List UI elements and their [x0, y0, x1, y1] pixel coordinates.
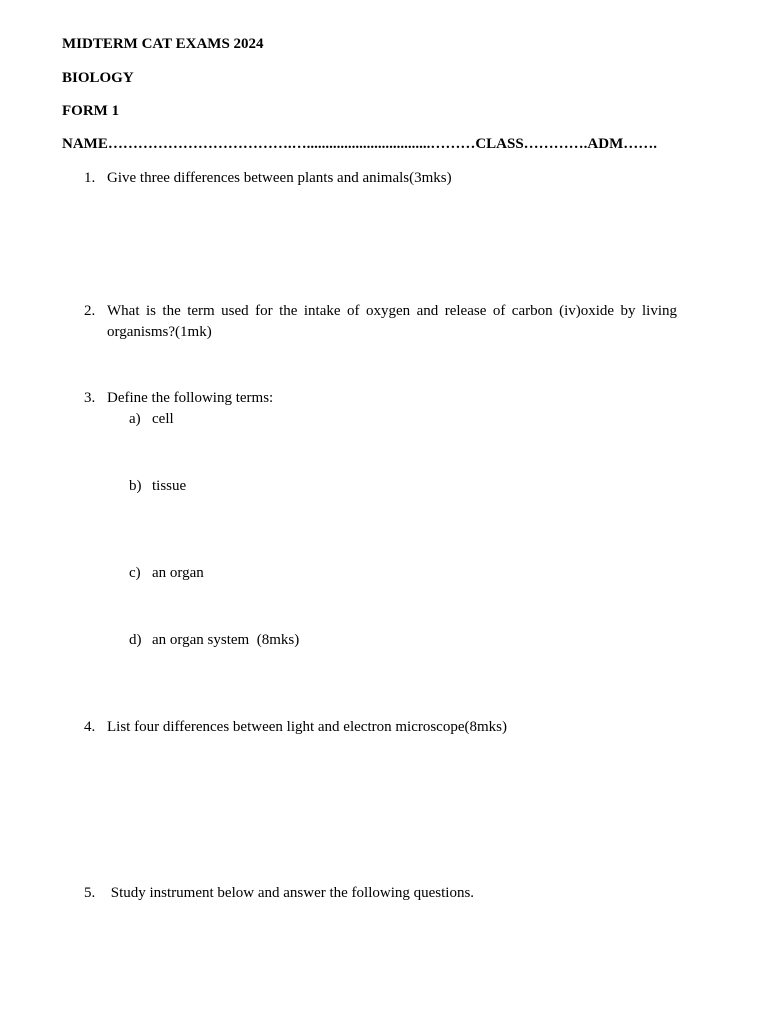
question-text: Give three differences between plants and animals(3mks) — [107, 170, 452, 186]
sub-question-text: cell — [152, 411, 174, 427]
question-text: Study instrument below and answer the following questions. — [107, 885, 475, 901]
question-text: Define the following terms: — [107, 390, 274, 406]
student-details-line: NAME……………………………….….................................………CLASS………….ADM……. — [62, 136, 658, 152]
sub-question-c — [129, 563, 204, 584]
question-3 — [84, 388, 677, 409]
question-5 — [84, 883, 677, 904]
question-number: 1. — [84, 170, 96, 186]
exam-title: MIDTERM CAT EXAMS 2024 — [62, 36, 264, 52]
sub-question-label: b) — [129, 478, 142, 494]
subject-heading: BIOLOGY — [62, 70, 134, 86]
sub-question-text: tissue — [152, 478, 187, 494]
question-text: List four differences between light and electron microscope(8mks) — [107, 719, 507, 735]
question-1 — [84, 168, 677, 189]
sub-question-a — [129, 409, 174, 430]
sub-question-b — [129, 476, 186, 497]
question-number: 3. — [84, 390, 96, 406]
question-number: 2. — [84, 303, 96, 319]
question-number: 4. — [84, 719, 96, 735]
sub-question-label: a) — [129, 411, 141, 427]
question-2 — [84, 301, 677, 343]
form-heading: FORM 1 — [62, 103, 120, 119]
question-4 — [84, 717, 677, 738]
question-text: What is the term used for the intake of oxygen and release of carbon (iv)oxide by living organisms?(1mk) — [107, 303, 677, 340]
sub-question-label: c) — [129, 565, 141, 581]
sub-question-d — [129, 630, 299, 651]
sub-question-text: an organ — [152, 565, 204, 581]
sub-question-text: an organ system (8mks) — [152, 632, 300, 648]
sub-question-label: d) — [129, 632, 142, 648]
question-number: 5. — [84, 885, 96, 901]
